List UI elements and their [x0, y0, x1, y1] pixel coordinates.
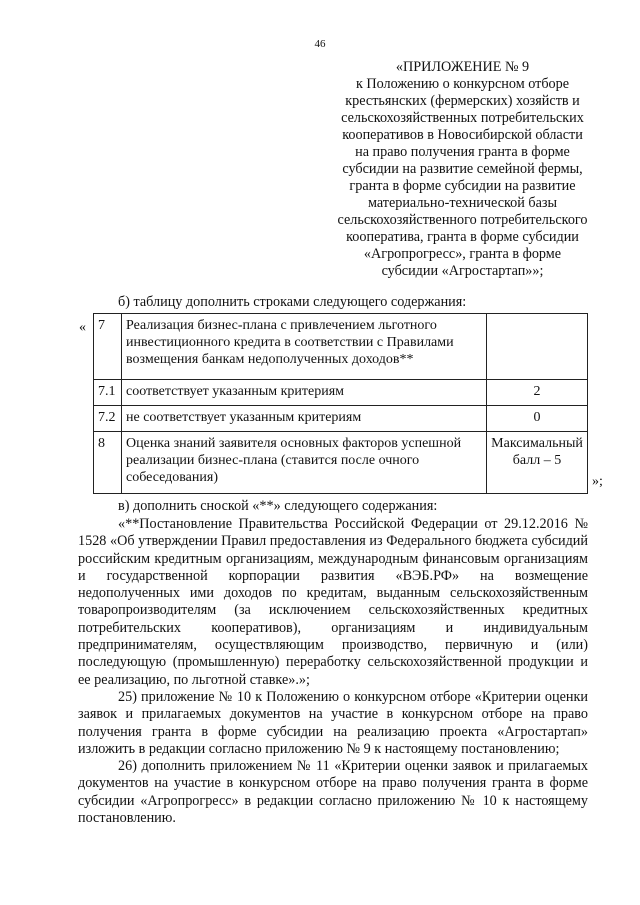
appendix-header-line: сельскохозяйственного потребительского	[337, 212, 588, 228]
appendix-header-line: сельскохозяйственных потребительских	[341, 110, 584, 126]
row-number: 7	[94, 314, 122, 380]
appendix-header-line: кооператива, гранта в форме субсидии	[346, 229, 579, 245]
appendix-header-line: крестьянских (фермерских) хозяйств и	[345, 93, 580, 109]
item-26-paragraph: 26) дополнить приложением № 11 «Критерии оценки заявок и прилагаемых документов на участие в конкурсном отборе на право получения гранта в форме субсидии «Агропрогресс» в редакции согласно приложению № 10 к настоящему постановлению.	[78, 758, 588, 827]
criterion-text: соответствует указанным критериям	[122, 380, 487, 406]
row-number: 7.2	[94, 406, 122, 432]
appendix-header-line: «ПРИЛОЖЕНИЕ № 9	[395, 59, 530, 75]
footnote-intro-text: в) дополнить сноской «**» следующего содержания:	[118, 498, 438, 514]
appendix-header-line: кооперативов в Новосибирской области	[342, 127, 583, 143]
appendix-header-line: материально-технической базы	[367, 195, 558, 211]
criterion-text: не соответствует указанным критериям	[122, 406, 487, 432]
criterion-score: Максимальный балл – 5	[487, 432, 588, 494]
item-25-paragraph: 25) приложение № 10 к Положению о конкурсном отборе «Критерии оценки заявок и прилагаемых документов на участие в конкурсном отборе на право получения гранта в форме субсидии на реализацию проекта «Агростартап» изложить в редакции согласно приложению № 9 к настоящему постановлению;	[78, 688, 588, 757]
table-opening-quote: «	[79, 320, 86, 335]
table-row	[94, 432, 588, 494]
appendix-header-line: на право получения гранта в форме	[355, 144, 570, 160]
appendix-header-line: гранта в форме субсидии на развитие	[349, 178, 576, 194]
page-number: 46	[314, 38, 326, 50]
appendix-header-line: субсидии на развитие семейной фермы,	[342, 161, 583, 177]
criteria-table	[93, 313, 588, 494]
criterion-score: 2	[487, 380, 588, 406]
appendix-header	[330, 59, 595, 280]
table-row	[94, 314, 588, 380]
table-row	[94, 380, 588, 406]
table-row	[94, 406, 588, 432]
criterion-text: Реализация бизнес-плана с привлечением льготного инвестиционного кредита в соответствии с Правилами возмещения банкам недополученных доходов**	[122, 314, 487, 380]
table-intro-text: б) таблицу дополнить строками следующего содержания:	[118, 294, 467, 310]
appendix-header-line: к Положению о конкурсном отборе	[355, 76, 570, 92]
appendix-header-line: субсидии «Агростартап»»;	[381, 263, 544, 279]
footnote-paragraph: «**Постановление Правительства Российской Федерации от 29.12.2016 № 1528 «Об утверждении Правил предоставления из Федерального бюджета субсидий российским кредитным организациям, международным финансовым организациям и государственной корпорации развития «ВЭБ.РФ» на возмещение недополученных ими доходов по кредитам, выданным сельскохозяйственным товаропроизводителям (за исключением сельскохозяйственных кредитных потребительских кооперативов), организациям и индивидуальным предпринимателям, осуществляющим производство, первичную и (или) последующую (промышленную) переработку сельскохозяйственной продукции и ее реализацию, по льготной ставке».»;	[78, 516, 588, 688]
criterion-score	[487, 314, 588, 380]
appendix-header-line: «Агропрогресс», гранта в форме	[363, 246, 562, 262]
criterion-text: Оценка знаний заявителя основных факторов успешной реализации бизнес-плана (ставится после очного собеседования)	[122, 432, 487, 494]
table-closing-quote: »;	[592, 474, 603, 489]
row-number: 7.1	[94, 380, 122, 406]
criterion-score: 0	[487, 406, 588, 432]
row-number: 8	[94, 432, 122, 494]
body-text	[78, 516, 588, 827]
